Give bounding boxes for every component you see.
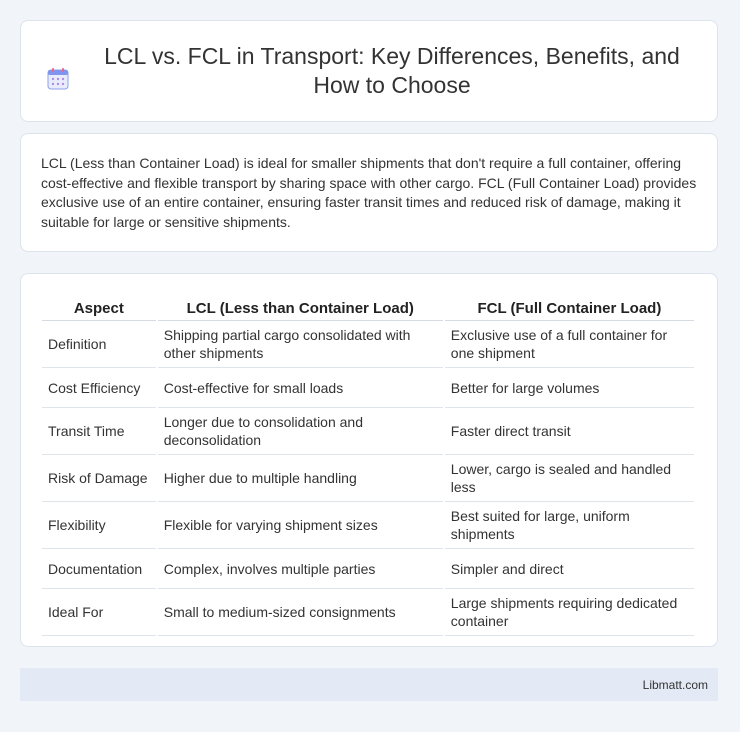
row-aspect: Cost Efficiency	[42, 368, 156, 408]
row-aspect: Definition	[42, 321, 156, 368]
footer	[20, 668, 718, 701]
row-fcl: Faster direct transit	[445, 408, 694, 455]
comparison-card	[20, 273, 718, 647]
row-fcl: Best suited for large, uniform shipments	[445, 502, 694, 549]
title-row	[46, 42, 692, 100]
row-aspect: Transit Time	[42, 408, 156, 455]
row-lcl: Shipping partial cargo consolidated with other shipments	[158, 321, 443, 368]
table-row	[42, 368, 694, 408]
footer-site-link[interactable]: Libmatt.com	[642, 677, 708, 692]
table-row	[42, 455, 694, 502]
summary-card	[20, 133, 718, 252]
table-row	[42, 502, 694, 549]
header-lcl: LCL (Less than Container Load)	[158, 294, 443, 321]
table-header-row	[42, 294, 694, 321]
row-lcl: Small to medium-sized consignments	[158, 589, 443, 636]
comparison-table	[40, 294, 696, 636]
row-lcl: Complex, involves multiple parties	[158, 549, 443, 589]
header-fcl: FCL (Full Container Load)	[445, 294, 694, 321]
table-row	[42, 549, 694, 589]
calendar-icon	[46, 67, 70, 91]
row-lcl: Longer due to consolidation and deconsolidation	[158, 408, 443, 455]
page-title: LCL vs. FCL in Transport: Key Differences, Benefits, and How to Choose	[104, 43, 680, 98]
summary-text: LCL (Less than Container Load) is ideal for smaller shipments that don't require a full container, offering cost-effective and flexible transport by sharing space with other cargo. FCL (Full Container Load) provides exclusive use of an entire container, ensuring faster transit times and reduced risk of damage, making it suitable for large or sensitive shipments.	[41, 155, 697, 230]
row-aspect: Flexibility	[42, 502, 156, 549]
row-fcl: Lower, cargo is sealed and handled less	[445, 455, 694, 502]
table-row	[42, 408, 694, 455]
row-aspect: Ideal For	[42, 589, 156, 636]
title-card	[20, 20, 718, 122]
row-lcl: Cost-effective for small loads	[158, 368, 443, 408]
row-fcl: Large shipments requiring dedicated container	[445, 589, 694, 636]
row-aspect: Documentation	[42, 549, 156, 589]
row-fcl: Better for large volumes	[445, 368, 694, 408]
row-lcl: Higher due to multiple handling	[158, 455, 443, 502]
row-aspect: Risk of Damage	[42, 455, 156, 502]
table-row	[42, 321, 694, 368]
row-lcl: Flexible for varying shipment sizes	[158, 502, 443, 549]
row-fcl: Exclusive use of a full container for one shipment	[445, 321, 694, 368]
header-aspect: Aspect	[42, 294, 156, 321]
row-fcl: Simpler and direct	[445, 549, 694, 589]
table-row	[42, 589, 694, 636]
